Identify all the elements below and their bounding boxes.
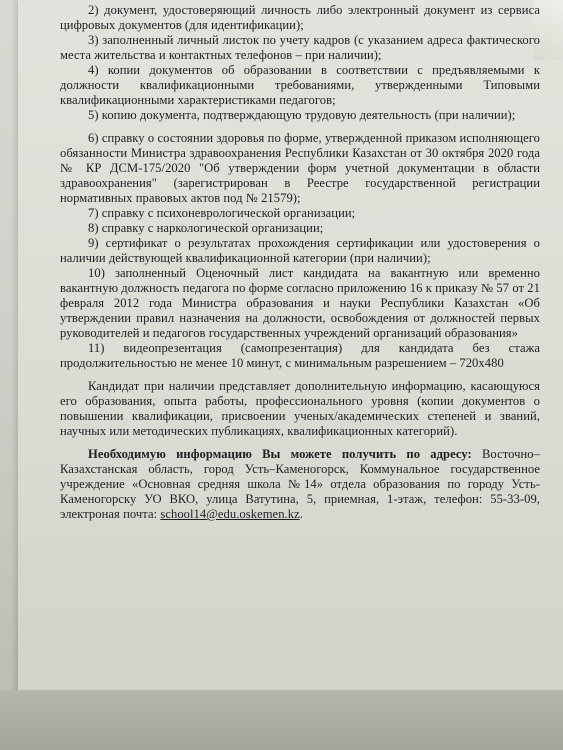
item-4: 4) копии документов об образовании в соответствии с предъявляемыми к должности квалификационными требованиями, утвержденными Типовыми квалификационными характеристиками педагогов; xyxy=(60,63,540,107)
item-7: 7) справку с психоневрологической организации; xyxy=(88,206,356,220)
item-8: 8) справку с наркологической организации; xyxy=(88,221,324,235)
item-10: 10) заполненный Оценочный лист кандидата на вакантную или временно вакантную должность педагога по форме согласно приложению 16 к приказу № 57 от 21 февраля 2012 года Министра образования и науки Республики Казахстан «Об утверждении правил назначения на должности, освобождения от должностей первых руководителей и педагогов государственных учреждений организаций образования» xyxy=(60,266,540,340)
item-9: 9) сертификат о результатах прохождения сертификации или удостоверения о наличии действующей квалификационной категории (при наличии); xyxy=(60,236,540,265)
contact-heading: Необходимую информацию Вы можете получить по адресу: xyxy=(88,447,472,461)
item-6: 6) справку о состоянии здоровья по форме, утвержденной приказом исполняющего обязанности Министра здравоохранения Республики Казахстан от 30 октября 2020 года № КР ДСМ-175/2020 "Об утверждении форм учетной документации в области здравоохранения" (зарегистрирован в Реестре государственной регистрации нормативных правовых актов под № 21579); xyxy=(60,131,540,205)
item-2: 2) документ, удостоверяющий личность либо электронный документ из сервиса цифровых документов (для идентификации); xyxy=(60,3,540,32)
end-punct: . xyxy=(299,507,303,521)
additional-info: Кандидат при наличии представляет дополнительную информацию, касающуюся его образования, опыта работы, профессионального уровня (копии документов о повышении квалификации, присвоении ученых/академических степеней и званий, научных или методических публикациях, квалификационных категорий). xyxy=(60,379,540,438)
item-3: 3) заполненный личный листок по учету кадров (с указанием адреса фактического места жительства и контактных телефонов – при наличии); xyxy=(60,33,540,62)
item-11: 11) видеопрезентация (самопрезентация) для кандидата без стажа продолжительностью не менее 10 минут, с минимальным разрешением – 720х480 xyxy=(60,341,540,370)
contact-text: Восточно–Казахстанская область, город Усть–Каменогорск, Коммунальное государственное учреждение «Основная средняя школа №14» отдела образования по городу Усть-Каменогорску УО ВКО, улица Ватутина, 5, приемная, 1-этаж, телефон: 55-33-09, электроная почта: xyxy=(60,447,540,521)
bottom-shadow xyxy=(0,690,563,750)
email-link[interactable]: school14@edu.oskemen.kz xyxy=(160,507,300,521)
contact-paragraph xyxy=(60,447,540,522)
item-5: 5) копию документа, подтверждающую трудовую деятельность (при наличии); xyxy=(88,108,516,122)
document-text xyxy=(60,0,540,522)
